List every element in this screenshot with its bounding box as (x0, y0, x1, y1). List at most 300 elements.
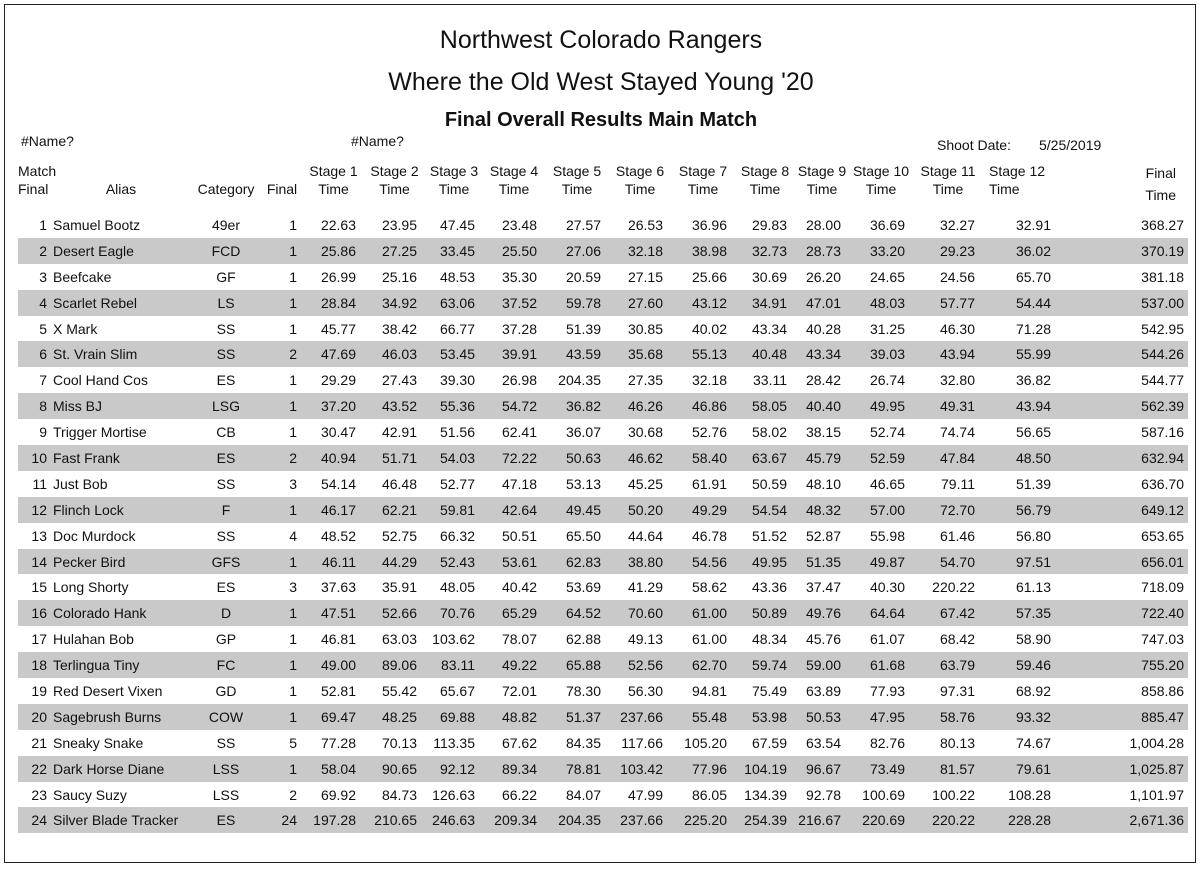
stage-8-time-cell: 59.74 (735, 652, 795, 678)
shoot-date-value: 5/25/2019 (1039, 137, 1102, 153)
results-table (18, 160, 1188, 833)
stage-7-time-cell: 46.86 (671, 393, 735, 419)
match-final-cell: 19 (31, 682, 47, 699)
stage-12-time-cell: 54.44 (983, 290, 1059, 316)
final-time-cell: 368.27 (1141, 216, 1184, 233)
alias-cell: Miss BJ (51, 393, 191, 419)
stage-6-time-cell: 50.20 (609, 497, 671, 523)
stage-1-time-cell: 29.29 (320, 372, 356, 389)
stage-8-time-cell: 43.36 (751, 579, 787, 596)
stage-2-time-cell: 48.25 (364, 704, 425, 730)
stage-10-time-cell: 49.95 (849, 393, 913, 419)
category-cell: 49er (211, 216, 241, 233)
stage-8-time-cell: 51.52 (751, 527, 787, 544)
col-stage-10: Stage 10 Time (852, 163, 910, 197)
stage-10-time-cell: 33.20 (849, 238, 913, 264)
stage-3-time-cell: 59.81 (425, 497, 483, 523)
category-cell: SS (216, 475, 236, 492)
stage-6-time-cell: 30.68 (627, 424, 663, 441)
category-cell: ES (216, 579, 236, 596)
stage-7-time-cell: 61.91 (691, 475, 727, 492)
stage-3-time-cell: 66.77 (439, 320, 475, 337)
stage-12-time-cell: 36.82 (1015, 372, 1051, 389)
stage-6-time-cell: 45.25 (627, 475, 663, 492)
category-cell: ES (191, 445, 261, 471)
stage-12-time-cell: 51.39 (1015, 475, 1051, 492)
match-title: Where the Old West Stayed Young '20 (388, 68, 814, 96)
stage-2-time-cell: 52.75 (381, 527, 417, 544)
final-time-cell: 885.47 (1059, 704, 1188, 730)
col-stage-5: Stage 5 Time (552, 163, 602, 197)
final-time-cell: 562.39 (1059, 393, 1188, 419)
stage-6-time-cell: 49.13 (627, 631, 663, 648)
stage-2-time-cell: 55.42 (381, 682, 417, 699)
table-row (18, 523, 1188, 549)
final-cell: 1 (289, 682, 297, 699)
final-cell: 4 (289, 527, 297, 544)
stage-12-time-cell: 56.80 (1015, 527, 1051, 544)
stage-8-time-cell: 48.34 (751, 631, 787, 648)
stage-1-time-cell: 40.94 (303, 445, 364, 471)
stage-4-time-cell: 62.41 (501, 424, 537, 441)
stage-11-time-cell: 43.94 (913, 341, 983, 367)
stage-4-time-cell: 23.48 (501, 216, 537, 233)
match-final-cell: 14 (18, 549, 51, 575)
stage-8-time-cell: 67.59 (751, 734, 787, 751)
stage-5-time-cell: 59.78 (545, 290, 609, 316)
stage-10-time-cell: 73.49 (849, 756, 913, 782)
stage-3-time-cell: 246.63 (425, 807, 483, 833)
stage-11-time-cell: 57.77 (913, 290, 983, 316)
table-row (18, 341, 1188, 367)
stage-11-time-cell: 46.30 (939, 320, 975, 337)
stage-11-time-cell: 54.70 (913, 549, 983, 575)
final-cell: 3 (289, 475, 297, 492)
category-cell: SS (216, 734, 236, 751)
stage-6-time-cell: 38.80 (609, 549, 671, 575)
stage-12-time-cell: 65.70 (1015, 268, 1051, 285)
stage-9-time-cell: 49.76 (795, 600, 849, 626)
stage-3-time-cell: 53.45 (425, 341, 483, 367)
stage-8-time-cell: 54.54 (735, 497, 795, 523)
stage-2-time-cell: 46.48 (381, 475, 417, 492)
stage-10-time-cell: 47.95 (849, 704, 913, 730)
stage-8-time-cell: 58.02 (751, 424, 787, 441)
stage-5-time-cell: 64.52 (545, 600, 609, 626)
stage-11-time-cell: 29.23 (913, 238, 983, 264)
category-cell: COW (191, 704, 261, 730)
match-final-cell: 20 (18, 704, 51, 730)
final-time-cell: 747.03 (1141, 631, 1184, 648)
stage-6-time-cell: 35.68 (609, 341, 671, 367)
alias-cell: Silver Blade Tracker (51, 807, 191, 833)
stage-1-time-cell: 54.14 (320, 475, 356, 492)
final-cell: 1 (261, 600, 303, 626)
stage-4-time-cell: 48.82 (483, 704, 545, 730)
category-cell: D (191, 600, 261, 626)
match-final-cell: 10 (18, 445, 51, 471)
stage-2-time-cell: 35.91 (381, 579, 417, 596)
stage-8-time-cell: 75.49 (751, 682, 787, 699)
final-cell: 2 (261, 445, 303, 471)
stage-7-time-cell: 58.62 (691, 579, 727, 596)
stage-6-time-cell: 44.64 (627, 527, 663, 544)
stage-1-time-cell: 47.51 (303, 600, 364, 626)
stage-10-time-cell: 82.76 (869, 734, 905, 751)
col-stage-2: Stage 2 Time (370, 163, 419, 197)
final-time-cell: 537.00 (1059, 290, 1188, 316)
stage-7-time-cell: 36.96 (691, 216, 727, 233)
stage-3-time-cell: 33.45 (425, 238, 483, 264)
stage-7-time-cell: 25.66 (691, 268, 727, 285)
table-row (18, 549, 1188, 575)
stage-2-time-cell: 25.16 (381, 268, 417, 285)
stage-3-time-cell: 113.35 (433, 734, 475, 751)
stage-12-time-cell: 43.94 (983, 393, 1059, 419)
stage-3-time-cell: 66.32 (439, 527, 475, 544)
final-time-cell: 587.16 (1141, 424, 1184, 441)
final-cell: 1 (261, 704, 303, 730)
stage-9-time-cell: 52.87 (805, 527, 841, 544)
match-final-cell: 6 (18, 341, 51, 367)
stage-1-time-cell: 28.84 (303, 290, 364, 316)
stage-2-time-cell: 210.65 (364, 807, 425, 833)
stage-11-time-cell: 79.11 (941, 475, 975, 492)
stage-4-time-cell: 37.28 (501, 320, 537, 337)
stage-1-time-cell: 37.20 (303, 393, 364, 419)
final-cell: 1 (261, 497, 303, 523)
stage-12-time-cell: 93.32 (983, 704, 1059, 730)
stage-9-time-cell: 40.40 (795, 393, 849, 419)
stage-12-time-cell: 57.35 (983, 600, 1059, 626)
stage-7-time-cell: 58.40 (671, 445, 735, 471)
stage-9-time-cell: 59.00 (795, 652, 849, 678)
stage-8-time-cell: 40.48 (735, 341, 795, 367)
stage-10-time-cell: 61.07 (869, 631, 905, 648)
match-final-cell: 7 (39, 372, 47, 389)
stage-4-time-cell: 25.50 (483, 238, 545, 264)
stage-3-time-cell: 55.36 (425, 393, 483, 419)
stage-9-time-cell: 92.78 (805, 786, 841, 803)
stage-10-time-cell: 52.74 (869, 424, 905, 441)
stage-5-time-cell: 20.59 (565, 268, 601, 285)
alias-cell: X Mark (53, 320, 98, 337)
alias-cell: Scarlet Rebel (51, 290, 191, 316)
stage-8-time-cell: 43.34 (751, 320, 787, 337)
stage-6-time-cell: 117.66 (621, 734, 663, 751)
category-cell: SS (216, 527, 236, 544)
category-cell: LSG (191, 393, 261, 419)
stage-3-time-cell: 103.62 (432, 631, 475, 648)
stage-10-time-cell: 39.03 (849, 341, 913, 367)
stage-12-time-cell: 74.67 (1015, 734, 1051, 751)
col-stage-9: Stage 9 Time (797, 163, 847, 197)
stage-9-time-cell: 28.42 (805, 372, 841, 389)
col-stage-4: Stage 4 Time (489, 163, 539, 197)
stage-5-time-cell: 36.82 (545, 393, 609, 419)
final-cell: 1 (289, 320, 297, 337)
table-row (18, 290, 1188, 316)
stage-6-time-cell: 27.15 (627, 268, 663, 285)
stage-11-time-cell: 58.76 (913, 704, 983, 730)
stage-4-time-cell: 72.22 (483, 445, 545, 471)
stage-5-time-cell: 53.69 (565, 579, 601, 596)
stage-1-time-cell: 46.11 (303, 549, 364, 575)
col-match-final: Match Final (18, 163, 57, 197)
stage-5-time-cell: 36.07 (565, 424, 601, 441)
stage-5-time-cell: 50.63 (545, 445, 609, 471)
category-cell: F (191, 497, 261, 523)
stage-2-time-cell: 46.03 (364, 341, 425, 367)
alias-cell: Trigger Mortise (53, 424, 147, 441)
table-row (18, 471, 1188, 497)
col-stage-7: Stage 7 Time (678, 163, 728, 197)
table-row (18, 782, 1188, 808)
header-row (18, 160, 1188, 212)
final-cell: 1 (261, 652, 303, 678)
col-alias: Alias (105, 181, 137, 197)
table-row (18, 497, 1188, 523)
table-row (18, 756, 1188, 782)
stage-9-time-cell: 48.10 (805, 475, 841, 492)
stage-5-time-cell: 51.37 (545, 704, 609, 730)
stage-11-time-cell: 74.74 (939, 424, 975, 441)
stage-1-time-cell: 58.04 (303, 756, 364, 782)
final-cell: 1 (289, 424, 297, 441)
match-final-cell: 1 (39, 216, 47, 233)
stage-6-time-cell: 56.30 (627, 682, 663, 699)
stage-4-time-cell: 209.34 (483, 807, 545, 833)
stage-11-time-cell: 220.22 (932, 579, 975, 596)
stage-7-time-cell: 38.98 (671, 238, 735, 264)
stage-12-time-cell: 79.61 (983, 756, 1059, 782)
stage-3-time-cell: 51.56 (439, 424, 475, 441)
final-time-cell: 542.95 (1141, 320, 1184, 337)
stage-11-time-cell: 32.80 (939, 372, 975, 389)
stage-2-time-cell: 42.91 (381, 424, 417, 441)
stage-7-time-cell: 55.13 (671, 341, 735, 367)
stage-2-time-cell: 38.42 (381, 320, 417, 337)
category-cell: SS (216, 320, 236, 337)
stage-7-time-cell: 40.02 (691, 320, 727, 337)
stage-5-time-cell: 27.06 (545, 238, 609, 264)
stage-3-time-cell: 126.63 (432, 786, 475, 803)
final-time-cell: 656.01 (1059, 549, 1188, 575)
match-final-cell: 13 (31, 527, 47, 544)
final-time-cell: 544.77 (1141, 372, 1184, 389)
stage-9-time-cell: 45.79 (795, 445, 849, 471)
stage-7-time-cell: 52.76 (691, 424, 727, 441)
stage-2-time-cell: 52.66 (364, 600, 425, 626)
stage-6-time-cell: 237.66 (609, 807, 671, 833)
final-cell: 2 (289, 786, 297, 803)
stage-11-time-cell: 100.22 (932, 786, 975, 803)
stage-9-time-cell: 216.67 (795, 807, 849, 833)
final-time-cell: 718.09 (1141, 579, 1184, 596)
alias-cell: Pecker Bird (51, 549, 191, 575)
match-final-cell: 3 (39, 268, 47, 285)
stage-3-time-cell: 83.11 (425, 652, 483, 678)
stage-1-time-cell: 37.63 (320, 579, 356, 596)
stage-4-time-cell: 78.07 (501, 631, 537, 648)
stage-1-time-cell: 30.47 (320, 424, 356, 441)
match-final-cell: 4 (18, 290, 51, 316)
stage-11-time-cell: 97.31 (939, 682, 975, 699)
stage-4-time-cell: 37.52 (483, 290, 545, 316)
category-cell: LSS (191, 756, 261, 782)
stage-6-time-cell: 52.56 (609, 652, 671, 678)
final-time-cell: 1,025.87 (1059, 756, 1188, 782)
col-stage-8: Stage 8 Time (740, 163, 790, 197)
final-time-cell: 544.26 (1059, 341, 1188, 367)
alias-cell: Desert Eagle (51, 238, 191, 264)
stage-7-time-cell: 62.70 (671, 652, 735, 678)
stage-10-time-cell: 40.30 (869, 579, 905, 596)
shoot-date-label: Shoot Date: (937, 137, 1011, 153)
stage-7-time-cell: 105.20 (684, 734, 727, 751)
final-cell: 3 (289, 579, 297, 596)
alias-cell: St. Vrain Slim (51, 341, 191, 367)
stage-8-time-cell: 49.95 (735, 549, 795, 575)
stage-3-time-cell: 39.30 (439, 372, 475, 389)
stage-11-time-cell: 67.42 (913, 600, 983, 626)
stage-11-time-cell: 80.13 (939, 734, 975, 751)
stage-1-time-cell: 22.63 (320, 216, 356, 233)
final-cell: 2 (261, 341, 303, 367)
alias-cell: Saucy Suzy (53, 786, 127, 803)
stage-9-time-cell: 38.15 (805, 424, 841, 441)
stage-4-time-cell: 54.72 (483, 393, 545, 419)
stage-12-time-cell: 55.99 (983, 341, 1059, 367)
table-row (18, 316, 1188, 342)
category-cell: GD (215, 682, 237, 699)
col-stage-3: Stage 3 Time (429, 163, 479, 197)
stage-5-time-cell: 65.50 (565, 527, 601, 544)
stage-6-time-cell: 70.60 (609, 600, 671, 626)
table-row (18, 652, 1188, 678)
stage-3-time-cell: 54.03 (425, 445, 483, 471)
final-time-cell: 649.12 (1059, 497, 1188, 523)
final-time-cell: 858.86 (1141, 682, 1184, 699)
stage-3-time-cell: 52.77 (439, 475, 475, 492)
stage-12-time-cell: 58.90 (1015, 631, 1051, 648)
stage-12-time-cell: 36.02 (983, 238, 1059, 264)
stage-11-time-cell: 63.79 (913, 652, 983, 678)
final-cell: 1 (261, 238, 303, 264)
stage-3-time-cell: 52.43 (425, 549, 483, 575)
final-cell: 24 (261, 807, 303, 833)
category-cell: LSS (212, 786, 240, 803)
final-time-cell: 2,671.36 (1059, 807, 1188, 833)
stage-6-time-cell: 27.60 (609, 290, 671, 316)
stage-7-time-cell: 43.12 (671, 290, 735, 316)
stage-12-time-cell: 228.28 (983, 807, 1059, 833)
stage-6-time-cell: 103.42 (609, 756, 671, 782)
category-cell: FC (191, 652, 261, 678)
stage-4-time-cell: 47.18 (501, 475, 537, 492)
stage-2-time-cell: 84.73 (381, 786, 417, 803)
stage-6-time-cell: 30.85 (627, 320, 663, 337)
stage-8-time-cell: 34.91 (735, 290, 795, 316)
stage-3-time-cell: 48.53 (439, 268, 475, 285)
alias-cell: Fast Frank (51, 445, 191, 471)
final-time-cell: 722.40 (1059, 600, 1188, 626)
stage-10-time-cell: 64.64 (849, 600, 913, 626)
stage-9-time-cell: 28.00 (805, 216, 841, 233)
stage-7-time-cell: 49.29 (671, 497, 735, 523)
stage-3-time-cell: 47.45 (439, 216, 475, 233)
stage-8-time-cell: 254.39 (735, 807, 795, 833)
stage-12-time-cell: 71.28 (1015, 320, 1051, 337)
stage-2-time-cell: 43.52 (364, 393, 425, 419)
stage-6-time-cell: 41.29 (627, 579, 663, 596)
final-cell: 1 (261, 393, 303, 419)
stage-4-time-cell: 39.91 (483, 341, 545, 367)
stage-9-time-cell: 37.47 (805, 579, 841, 596)
stage-2-time-cell: 34.92 (364, 290, 425, 316)
final-time-cell: 636.70 (1141, 475, 1184, 492)
table-row (18, 393, 1188, 419)
table-row (18, 238, 1188, 264)
table-row (18, 704, 1188, 730)
match-final-cell: 15 (31, 579, 47, 596)
stage-5-time-cell: 204.35 (558, 372, 601, 389)
table-row (18, 600, 1188, 626)
final-cell: 5 (289, 734, 297, 751)
final-cell: 1 (261, 549, 303, 575)
stage-8-time-cell: 53.98 (735, 704, 795, 730)
stage-5-time-cell: 51.39 (565, 320, 601, 337)
stage-6-time-cell: 32.18 (609, 238, 671, 264)
stage-10-time-cell: 48.03 (849, 290, 913, 316)
stage-7-time-cell: 32.18 (691, 372, 727, 389)
stage-11-time-cell: 81.57 (913, 756, 983, 782)
stage-7-time-cell: 94.81 (691, 682, 727, 699)
table-row (18, 445, 1188, 471)
stage-11-time-cell: 32.27 (939, 216, 975, 233)
final-time-cell: 1,101.97 (1129, 786, 1184, 803)
stage-3-time-cell: 70.76 (425, 600, 483, 626)
match-final-cell: 18 (18, 652, 51, 678)
stage-5-time-cell: 84.07 (565, 786, 601, 803)
match-final-cell: 2 (18, 238, 51, 264)
stage-2-time-cell: 51.71 (364, 445, 425, 471)
match-final-cell: 16 (18, 600, 51, 626)
col-stage-6: Stage 6 Time (615, 163, 665, 197)
match-final-cell: 17 (31, 631, 47, 648)
table-row (18, 730, 1188, 756)
match-final-cell: 5 (39, 320, 47, 337)
club-title: Northwest Colorado Rangers (439, 26, 763, 54)
stage-7-time-cell: 77.96 (671, 756, 735, 782)
stage-11-time-cell: 68.42 (939, 631, 975, 648)
stage-1-time-cell: 49.00 (303, 652, 364, 678)
final-time-cell: 653.65 (1141, 527, 1184, 544)
stage-5-time-cell: 43.59 (545, 341, 609, 367)
stage-3-time-cell: 48.05 (439, 579, 475, 596)
stage-2-time-cell: 70.13 (381, 734, 417, 751)
stage-9-time-cell: 26.20 (805, 268, 841, 285)
final-time-cell: 381.18 (1141, 268, 1184, 285)
category-cell: ES (216, 372, 236, 389)
stage-10-time-cell: 220.69 (849, 807, 913, 833)
final-time-cell: 1,004.28 (1129, 734, 1184, 751)
alias-cell: Hulahan Bob (53, 631, 134, 648)
final-cell: 1 (289, 631, 297, 648)
stage-1-time-cell: 46.81 (320, 631, 356, 648)
stage-2-time-cell: 63.03 (381, 631, 417, 648)
stage-12-time-cell: 108.28 (1008, 786, 1051, 803)
